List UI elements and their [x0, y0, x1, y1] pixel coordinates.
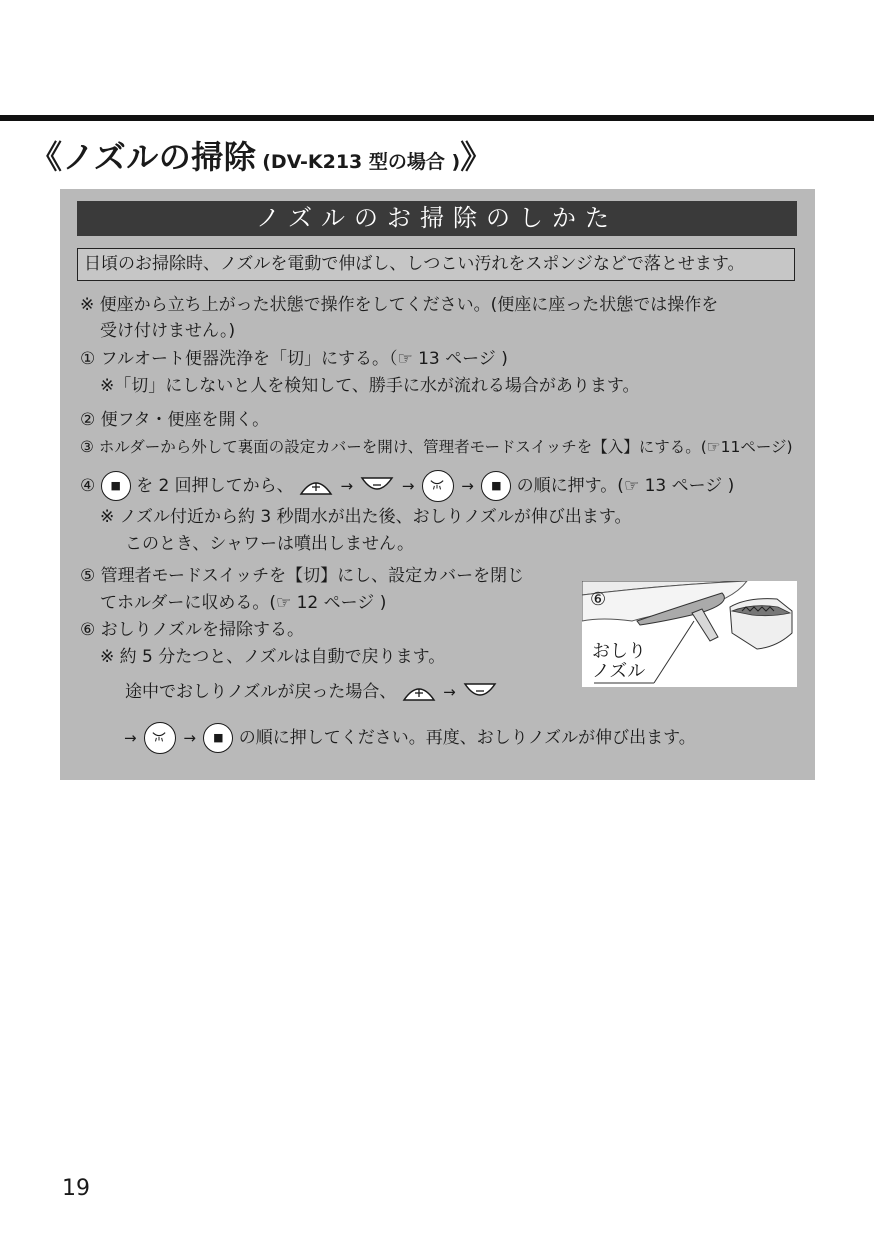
- stop-button-icon: ■: [203, 723, 233, 753]
- note-standing: ※ 便座から立ち上がった状態で操作をしてください。(便座に座った状態では操作を: [80, 295, 719, 315]
- step-4-note-cont: このとき、シャワーは噴出しません。: [125, 534, 414, 554]
- arrow-icon: →: [124, 729, 137, 747]
- step-4-note: ※ ノズル付近から約 3 秒間水が出た後、おしりノズルが伸び出ます。: [100, 507, 632, 527]
- step-4-mid-text: を 2 回押してから、: [136, 476, 294, 496]
- stop-button-icon: ■: [481, 471, 511, 501]
- instruction-panel: [60, 189, 815, 780]
- arrow-icon: →: [401, 477, 415, 495]
- step-4-number: ④: [80, 476, 96, 496]
- step-6-note: ※ 約 5 分たつと、ノズルは自動で戻ります。: [100, 647, 446, 667]
- arrow-icon: →: [183, 729, 196, 747]
- plus-button-icon: [402, 682, 436, 702]
- bidet-wash-button-icon: [422, 470, 454, 502]
- step-6-retry-text: 途中でおしりノズルが戻った場合、: [125, 682, 397, 702]
- nozzle-illustration: [582, 581, 797, 687]
- arrow-icon: →: [443, 683, 456, 701]
- step-5-cont: てホルダーに収める。(☞ 12 ページ ): [100, 593, 387, 613]
- page-title: [30, 132, 492, 178]
- illustration-label-line-2: ノズル: [592, 661, 646, 682]
- intro-box: 日頃のお掃除時、ノズルを電動で伸ばし、しつこい汚れをスポンジなどで落とせます。: [77, 248, 795, 281]
- minus-button-icon: [463, 682, 497, 702]
- step-5: ⑤ 管理者モードスイッチを【切】にし、設定カバーを閉じ: [80, 566, 525, 586]
- step-4-suffix-text: の順に押す。(☞ 13 ページ ): [516, 476, 735, 496]
- note-standing-cont: 受け付けません。): [100, 321, 236, 341]
- arrow-icon: →: [461, 477, 474, 495]
- step-6: ⑥ おしりノズルを掃除する。: [80, 620, 304, 640]
- page-title-main: 《ノズルの掃除: [30, 138, 257, 176]
- illustration-label-line-1: おしり: [592, 641, 646, 662]
- page-title-model: (DV-K213 型の場合 ): [262, 151, 461, 173]
- bidet-wash-button-icon: [144, 722, 176, 754]
- step-6-retry-cont: [122, 721, 696, 755]
- page-title-close: 》: [460, 138, 493, 176]
- step-4: [80, 469, 734, 503]
- illustration-marker: ⑥: [590, 589, 607, 610]
- step-6-retry: [125, 679, 497, 705]
- step-6-retry-end-text: の順に押してください。再度、おしりノズルが伸び出ます。: [238, 728, 696, 748]
- plus-button-icon: [299, 476, 333, 496]
- step-1-note: ※「切」にしないと人を検知して、勝手に水が流れる場合があります。: [100, 376, 640, 396]
- page-number: 19: [62, 1176, 90, 1201]
- step-2: ② 便フタ・便座を開く。: [80, 410, 270, 430]
- step-1: ① フルオート便器洗浄を「切」にする。（☞ 13 ページ ): [80, 349, 508, 369]
- stop-button-icon: ■: [101, 471, 131, 501]
- minus-button-icon: [360, 476, 394, 496]
- top-rule: [0, 115, 874, 121]
- step-3: ③ ホルダーから外して裏面の設定カバーを開け、管理者モードスイッチを【入】にする。(☞11ページ): [80, 438, 793, 456]
- arrow-icon: →: [340, 477, 354, 495]
- panel-header: ノズルのお掃除のしかた: [77, 201, 797, 236]
